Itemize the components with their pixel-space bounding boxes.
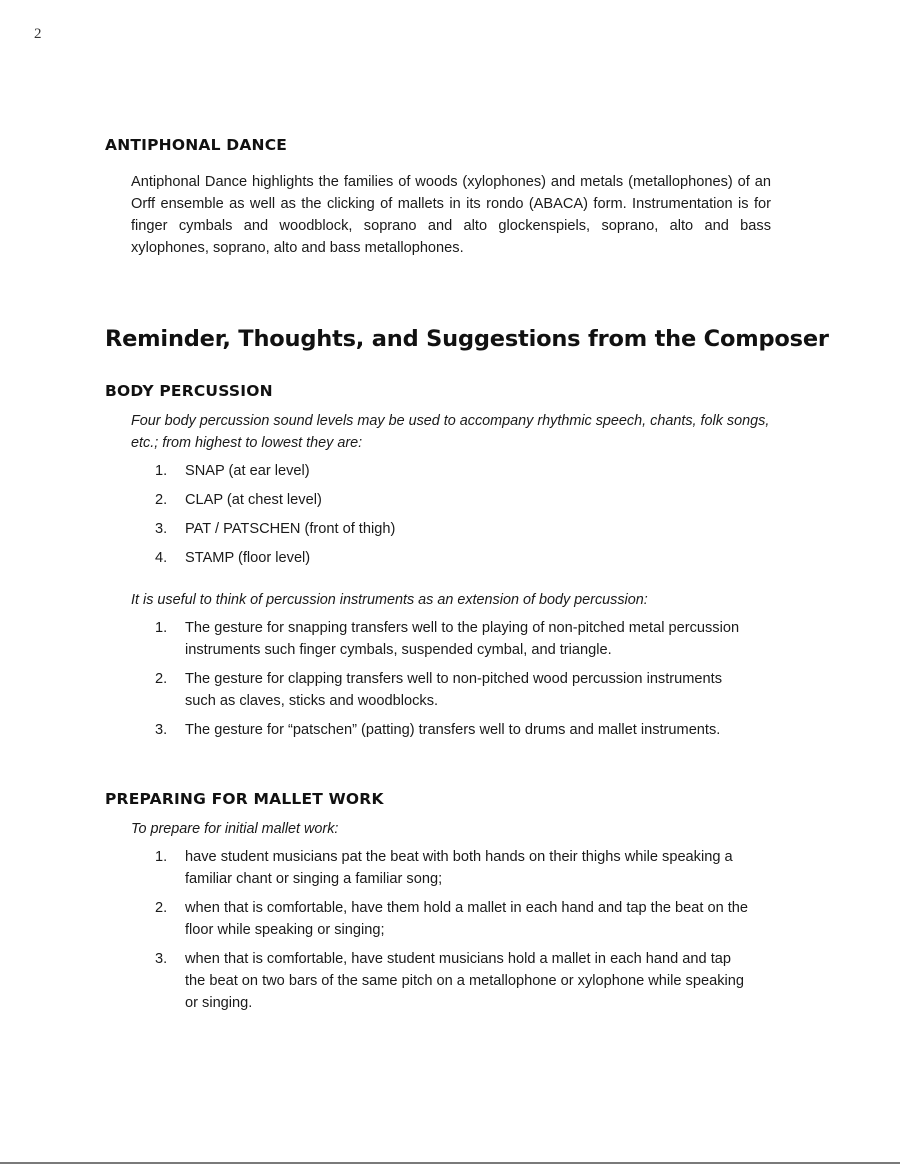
list-item-number: 1.: [155, 620, 168, 636]
list-item-number: 3.: [155, 951, 168, 967]
list-item-number: 4.: [155, 550, 168, 566]
extensions-list: [155, 617, 755, 748]
list-item: [155, 668, 755, 712]
list-item: [155, 948, 755, 1014]
list-item-text: The gesture for snapping transfers well to the playing of non-pitched metal percussion instruments such finger cymbals, suspended cymbal, and triangle.: [185, 620, 740, 658]
list-item-text: CLAP (at chest level): [185, 492, 322, 508]
antiphonal-dance-paragraph: Antiphonal Dance highlights the families of woods (xylophones) and metals (metallophones) of an Orff ensemble as well as the clicking of mallets in its rondo (ABACA) form. Instrumentation is for finger cymbals and woodblock, soprano and alto glockenspiels, soprano, alto and bass xylophones, soprano, alto and bass metallophones.: [131, 174, 771, 256]
list-item: [155, 617, 755, 661]
extension-intro: It is useful to think of percussion instruments as an extension of body percussion:: [131, 592, 648, 608]
body-percussion-intro: Four body percussion sound levels may be used to accompany rhythmic speech, chants, folk songs, etc.; from highest to lowest they are:: [131, 413, 770, 451]
list-item-text: when that is comfortable, have them hold a mallet in each hand and tap the beat on the floor while speaking or singing;: [185, 900, 749, 938]
list-item-number: 1.: [155, 849, 168, 865]
list-item-text: SNAP (at ear level): [185, 463, 310, 479]
body-percussion-heading: BODY PERCUSSION: [105, 382, 273, 400]
sound-levels-list: [155, 460, 755, 576]
list-item-text: The gesture for clapping transfers well to non-pitched wood percussion instruments such as claves, sticks and woodblocks.: [185, 671, 723, 709]
reminder-heading: Reminder, Thoughts, and Suggestions from the Composer: [105, 326, 829, 352]
list-item-number: 2.: [155, 900, 168, 916]
list-item-text: The gesture for “patschen” (patting) transfers well to drums and mallet instruments.: [185, 722, 721, 738]
list-item: [155, 460, 755, 482]
list-item-number: 1.: [155, 463, 168, 479]
page-number: 2: [34, 26, 42, 42]
list-item: [155, 846, 755, 890]
list-item: [155, 719, 755, 741]
list-item: [155, 897, 755, 941]
list-item: [155, 518, 755, 540]
list-item: [155, 489, 755, 511]
list-item-text: when that is comfortable, have student musicians hold a mallet in each hand and tap the beat on two bars of the same pitch on a metallophone or xylophone while speaking or singing.: [185, 951, 744, 1011]
antiphonal-dance-heading: ANTIPHONAL DANCE: [105, 136, 288, 154]
list-item-text: have student musicians pat the beat with both hands on their thighs while speaking a familiar chant or singing a familiar song;: [185, 849, 733, 887]
list-item-text: PAT / PATSCHEN (front of thigh): [185, 521, 396, 537]
list-item-number: 3.: [155, 521, 168, 537]
list-item-text: STAMP (floor level): [185, 550, 311, 566]
list-item-number: 2.: [155, 492, 168, 508]
preparing-mallet-work-heading: PREPARING FOR MALLET WORK: [105, 790, 384, 808]
mallet-intro: To prepare for initial mallet work:: [131, 821, 339, 837]
mallet-steps-list: [155, 846, 755, 1021]
list-item-number: 2.: [155, 671, 168, 687]
list-item: [155, 547, 755, 569]
list-item-number: 3.: [155, 722, 168, 738]
